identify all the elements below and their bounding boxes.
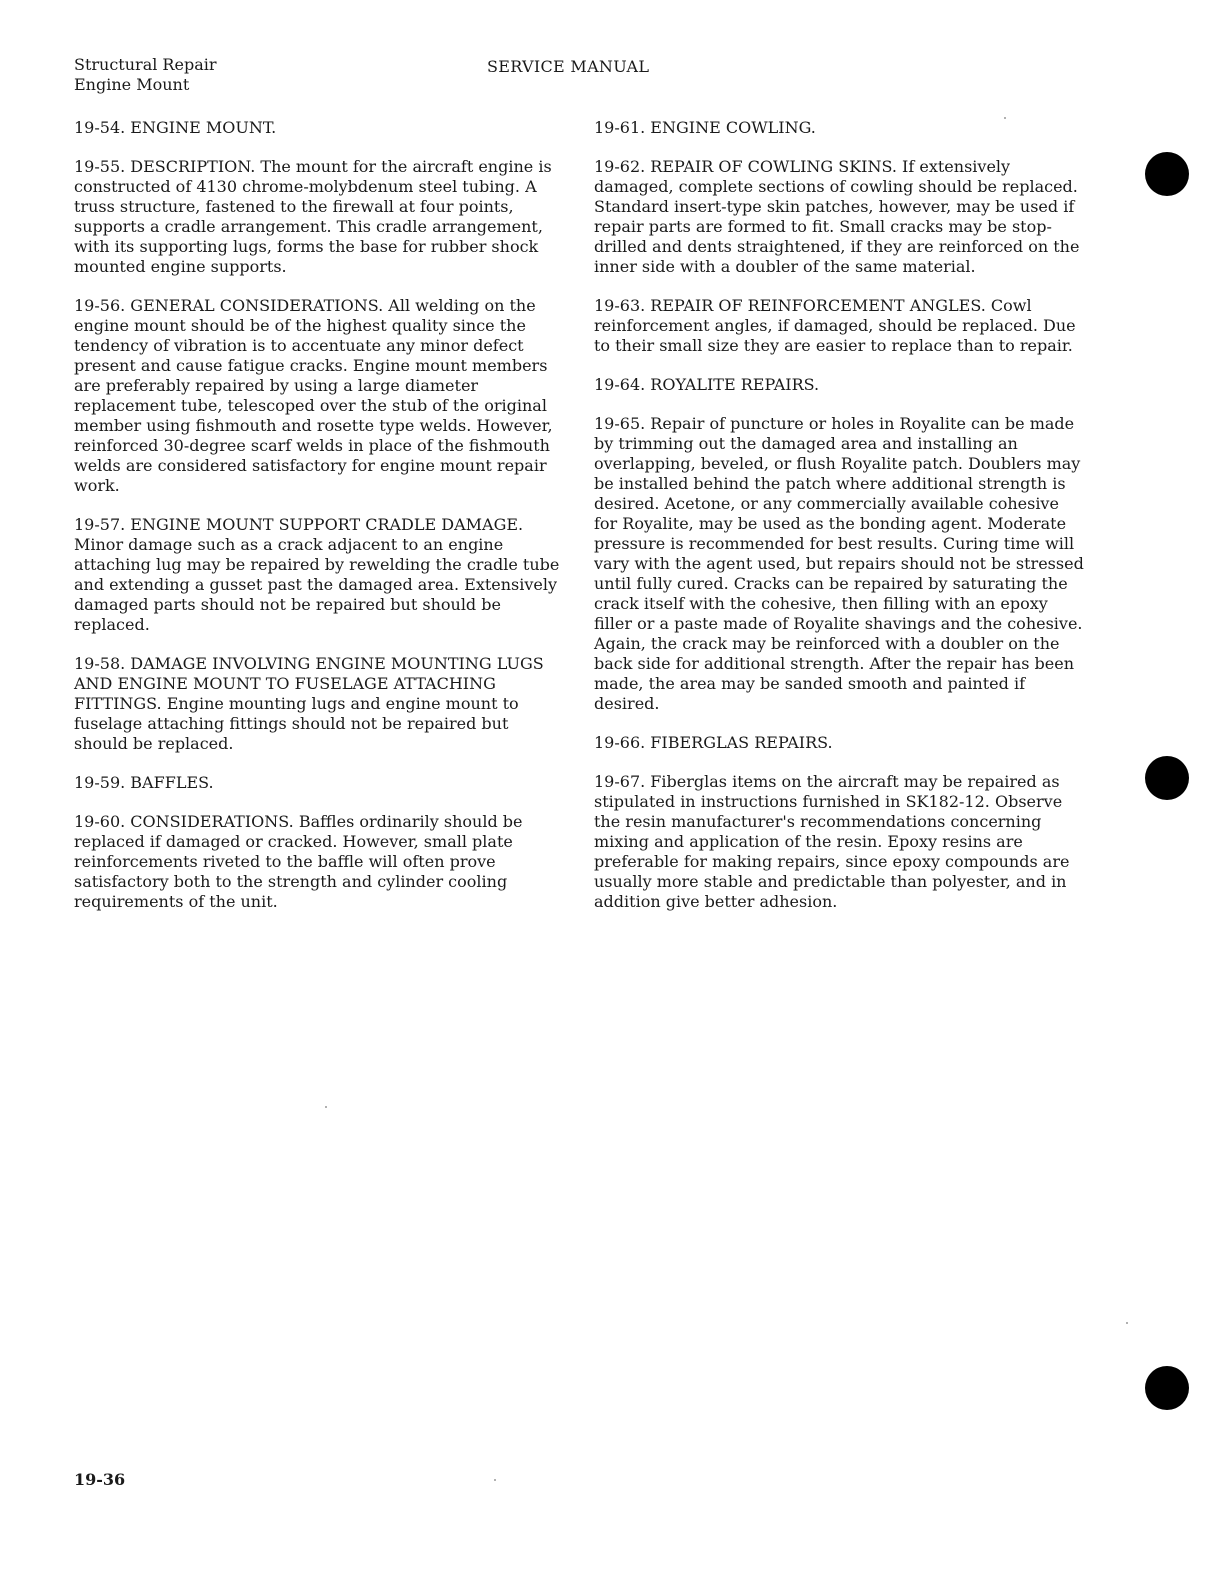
paragraph-reinforcement-angles: 19-63. REPAIR OF REINFORCEMENT ANGLES. Cowl reinforcement angles, if damaged, should be replaced. Due to their small size they are easier to replace than to repair.: [594, 296, 1076, 355]
paragraph-cowling-skins: 19-62. REPAIR OF COWLING SKINS. If extensively damaged, complete sections of cowling should be replaced. Standard insert-type skin patches, however, may be used if repair parts are formed to fit. Small cracks may be stop-drilled and dents straightened, if they are reinforced on the inner side with a doubler of the same material.: [594, 157, 1080, 276]
scan-speck: [325, 1106, 327, 1108]
binder-hole-bottom: [1145, 1366, 1189, 1410]
heading-engine-mount: 19-54. ENGINE MOUNT.: [74, 118, 277, 137]
left-column: [74, 118, 562, 931]
scan-speck: [494, 1479, 496, 1481]
section-title-line-1: Structural Repair: [74, 55, 217, 74]
paragraph-description: 19-55. DESCRIPTION. The mount for the aircraft engine is constructed of 4130 chrome-molybdenum steel tubing. A truss structure, fastened to the firewall at four points, supports a cradle arrangement. This cradle arrangement, with its supporting lugs, forms the base for rubber shock mounted engine supports.: [74, 157, 552, 276]
scan-speck: [1126, 1322, 1128, 1324]
paragraph-cradle-damage: 19-57. ENGINE MOUNT SUPPORT CRADLE DAMAGE. Minor damage such as a crack adjacent to an engine attaching lug may be repaired by rewelding the cradle tube and extending a gusset past the damaged area. Extensively damaged parts should not be repaired but should be replaced.: [74, 515, 560, 634]
paragraph-fiberglas-repair: 19-67. Fiberglas items on the aircraft may be repaired as stipulated in instructions furnished in SK182-12. Observe the resin manufacturer's recommendations concerning mixing and application of the resin. Epoxy resins are preferable for making repairs, since epoxy compounds are usually more stable and predictable than polyester, and in addition give better adhesion.: [594, 772, 1070, 911]
section-title: [74, 55, 217, 95]
binder-hole-top: [1145, 152, 1189, 196]
heading-baffles: 19-59. BAFFLES.: [74, 773, 214, 792]
section-title-line-2: Engine Mount: [74, 75, 190, 94]
scan-speck: [1004, 117, 1006, 119]
paragraph-baffle-considerations: 19-60. CONSIDERATIONS. Baffles ordinarily should be replaced if damaged or cracked. However, small plate reinforcements riveted to the baffle will often prove satisfactory both to the strength and cylinder cooling requirements of the unit.: [74, 812, 523, 911]
paragraph-general-considerations: 19-56. GENERAL CONSIDERATIONS. All welding on the engine mount should be of the highest quality since the tendency of vibration is to accentuate any minor defect present and cause fatigue cracks. Engine mount members are preferably repaired by using a large diameter replacement tube, telescoped over the stub of the original member using fishmouth and rosette type welds. However, reinforced 30-degree scarf welds in place of the fishmouth welds are considered satisfactory for engine mount repair work.: [74, 296, 553, 495]
heading-engine-cowling: 19-61. ENGINE COWLING.: [594, 118, 816, 137]
page-number: 19-36: [74, 1470, 126, 1489]
manual-title: SERVICE MANUAL: [487, 57, 650, 76]
paragraph-royalite-repair: 19-65. Repair of puncture or holes in Royalite can be made by trimming out the damaged area and installing an overlapping, beveled, or flush Royalite patch. Doublers may be installed behind the patch where additional strength is desired. Acetone, or any commercially available cohesive for Royalite, may be used as the bonding agent. Moderate pressure is recommended for best results. Curing time will vary with the agent used, but repairs should not be stressed until fully cured. Cracks can be repaired by saturating the crack itself with the cohesive, then filling with an epoxy filler or a paste made of Royalite shavings and the cohesive. Again, the crack may be reinforced with a doubler on the back side for additional strength. After the repair has been made, the area may be sanded smooth and painted if desired.: [594, 414, 1084, 713]
heading-royalite-repairs: 19-64. ROYALITE REPAIRS.: [594, 375, 820, 394]
binder-hole-middle: [1145, 756, 1189, 800]
paragraph-mounting-lugs-damage: 19-58. DAMAGE INVOLVING ENGINE MOUNTING LUGS AND ENGINE MOUNT TO FUSELAGE ATTACHING FITTINGS. Engine mounting lugs and engine mount to fuselage attaching fittings should not be repaired but should be replaced.: [74, 654, 544, 753]
right-column: [594, 118, 1086, 931]
heading-fiberglas-repairs: 19-66. FIBERGLAS REPAIRS.: [594, 733, 833, 752]
